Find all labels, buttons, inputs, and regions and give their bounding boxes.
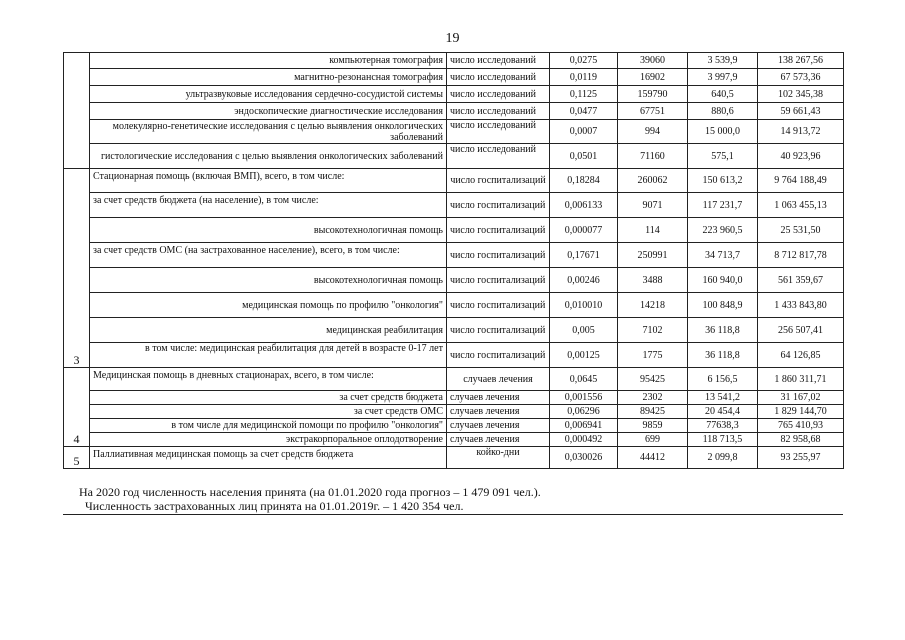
cost-cell: 3 539,9 [688, 53, 758, 69]
table-row [64, 268, 844, 293]
care-type-cell: за счет средств бюджета (на население), в том числе: [90, 193, 447, 218]
volume-cell: 7102 [618, 318, 688, 343]
care-type-cell: за счет средств ОМС [90, 405, 447, 419]
unit-cell: число исследований [447, 86, 550, 103]
cost-cell: 100 848,9 [688, 293, 758, 318]
care-type-cell: молекулярно-генетические исследования с целью выявления онкологических заболеваний [90, 120, 447, 144]
total-cell: 14 913,72 [758, 120, 844, 144]
volume-cell: 9859 [618, 419, 688, 433]
cost-cell: 2 099,8 [688, 447, 758, 469]
norm-cell: 0,18284 [550, 169, 618, 193]
total-cell: 561 359,67 [758, 268, 844, 293]
norm-cell: 0,030026 [550, 447, 618, 469]
population-note: На 2020 год численность населения принята (на 01.01.2020 года прогноз – 1 479 091 чел.). [79, 485, 541, 499]
table-row [64, 447, 844, 469]
care-type-cell: высокотехнологичная помощь [90, 218, 447, 243]
total-cell: 93 255,97 [758, 447, 844, 469]
care-type-cell: компьютерная томография [90, 53, 447, 69]
volume-cell: 44412 [618, 447, 688, 469]
cost-cell: 118 713,5 [688, 433, 758, 447]
cost-cell: 880,6 [688, 103, 758, 120]
cost-cell: 223 960,5 [688, 218, 758, 243]
table-row [64, 53, 844, 69]
cost-cell: 640,5 [688, 86, 758, 103]
cost-cell: 77638,3 [688, 419, 758, 433]
norm-cell: 0,001556 [550, 391, 618, 405]
care-type-cell: за счет средств бюджета [90, 391, 447, 405]
unit-cell: случаев лечения [447, 419, 550, 433]
table-row [64, 405, 844, 419]
volume-cell: 14218 [618, 293, 688, 318]
unit-cell: число госпитализаций [447, 193, 550, 218]
unit-cell: случаев лечения [447, 368, 550, 391]
cost-cell: 36 118,8 [688, 343, 758, 368]
norm-cell: 0,006133 [550, 193, 618, 218]
norm-cell: 0,006941 [550, 419, 618, 433]
row-number-cell: 5 [64, 447, 90, 469]
total-cell: 1 829 144,70 [758, 405, 844, 419]
norm-cell: 0,000492 [550, 433, 618, 447]
volume-cell: 95425 [618, 368, 688, 391]
normatives-table [63, 52, 844, 469]
cost-cell: 36 118,8 [688, 318, 758, 343]
volume-cell: 67751 [618, 103, 688, 120]
care-type-cell: гистологические исследования с целью выявления онкологических заболеваний [90, 144, 447, 169]
norm-cell: 0,06296 [550, 405, 618, 419]
cost-cell: 575,1 [688, 144, 758, 169]
volume-cell: 994 [618, 120, 688, 144]
care-type-cell: медицинская помощь по профилю "онкология" [90, 293, 447, 318]
table-row [64, 69, 844, 86]
total-cell: 102 345,38 [758, 86, 844, 103]
table-row [64, 391, 844, 405]
table-row [64, 144, 844, 169]
care-type-cell: за счет средств ОМС (на застрахованное население), всего, в том числе: [90, 243, 447, 268]
table-row [64, 419, 844, 433]
norm-cell: 0,1125 [550, 86, 618, 103]
unit-cell: число госпитализаций [447, 343, 550, 368]
care-type-cell: Медицинская помощь в дневных стационарах, всего, в том числе: [90, 368, 447, 391]
norm-cell: 0,00246 [550, 268, 618, 293]
volume-cell: 1775 [618, 343, 688, 368]
care-type-cell: Стационарная помощь (включая ВМП), всего, в том числе: [90, 169, 447, 193]
unit-cell: число госпитализаций [447, 293, 550, 318]
unit-cell: случаев лечения [447, 405, 550, 419]
care-type-cell: высокотехнологичная помощь [90, 268, 447, 293]
unit-cell: число госпитализаций [447, 268, 550, 293]
care-type-cell: Паллиативная медицинская помощь за счет средств бюджета [90, 447, 447, 469]
total-cell: 9 764 188,49 [758, 169, 844, 193]
norm-cell: 0,000077 [550, 218, 618, 243]
care-type-cell: медицинская реабилитация [90, 318, 447, 343]
care-type-cell: в том числе: медицинская реабилитация для детей в возрасте 0-17 лет [90, 343, 447, 368]
total-cell: 64 126,85 [758, 343, 844, 368]
cost-cell: 3 997,9 [688, 69, 758, 86]
unit-cell: число исследований [447, 103, 550, 120]
total-cell: 59 661,43 [758, 103, 844, 120]
unit-cell: число госпитализаций [447, 169, 550, 193]
care-type-cell: эндоскопические диагностические исследования [90, 103, 447, 120]
insured-note: Численность застрахованных лиц принята на 01.01.2019г. – 1 420 354 чел. [85, 499, 464, 513]
unit-cell: число госпитализаций [447, 218, 550, 243]
volume-cell: 89425 [618, 405, 688, 419]
unit-cell: число госпитализаций [447, 243, 550, 268]
total-cell: 82 958,68 [758, 433, 844, 447]
unit-cell: число исследований [447, 120, 550, 144]
total-cell: 1 860 311,71 [758, 368, 844, 391]
volume-cell: 250991 [618, 243, 688, 268]
total-cell: 138 267,56 [758, 53, 844, 69]
cost-cell: 160 940,0 [688, 268, 758, 293]
table-row [64, 318, 844, 343]
total-cell: 40 923,96 [758, 144, 844, 169]
care-type-cell: в том числе для медицинской помощи по профилю "онкология" [90, 419, 447, 433]
cost-cell: 13 541,2 [688, 391, 758, 405]
volume-cell: 3488 [618, 268, 688, 293]
norm-cell: 0,005 [550, 318, 618, 343]
volume-cell: 39060 [618, 53, 688, 69]
unit-cell: число исследований [447, 144, 550, 169]
table-row [64, 433, 844, 447]
norm-cell: 0,0275 [550, 53, 618, 69]
row-number-cell: 3 [64, 169, 90, 368]
volume-cell: 114 [618, 218, 688, 243]
total-cell: 31 167,02 [758, 391, 844, 405]
table-row [64, 120, 844, 144]
care-type-cell: экстракорпоральное оплодотворение [90, 433, 447, 447]
norm-cell: 0,0477 [550, 103, 618, 120]
norm-cell: 0,0007 [550, 120, 618, 144]
row-number-cell: 4 [64, 368, 90, 447]
volume-cell: 159790 [618, 86, 688, 103]
total-cell: 25 531,50 [758, 218, 844, 243]
norm-cell: 0,17671 [550, 243, 618, 268]
table-row [64, 368, 844, 391]
table-row [64, 243, 844, 268]
unit-cell: случаев лечения [447, 433, 550, 447]
unit-cell: койко-дни [447, 447, 550, 469]
total-cell: 8 712 817,78 [758, 243, 844, 268]
unit-cell: число исследований [447, 69, 550, 86]
table-row [64, 169, 844, 193]
cost-cell: 150 613,2 [688, 169, 758, 193]
cost-cell: 34 713,7 [688, 243, 758, 268]
table-row [64, 86, 844, 103]
total-cell: 1 433 843,80 [758, 293, 844, 318]
volume-cell: 699 [618, 433, 688, 447]
cost-cell: 15 000,0 [688, 120, 758, 144]
volume-cell: 16902 [618, 69, 688, 86]
care-type-cell: ультразвуковые исследования сердечно-сосудистой системы [90, 86, 447, 103]
total-cell: 765 410,93 [758, 419, 844, 433]
total-cell: 1 063 455,13 [758, 193, 844, 218]
unit-cell: случаев лечения [447, 391, 550, 405]
footnotes [63, 485, 843, 515]
volume-cell: 260062 [618, 169, 688, 193]
total-cell: 256 507,41 [758, 318, 844, 343]
norm-cell: 0,010010 [550, 293, 618, 318]
table-row [64, 103, 844, 120]
unit-cell: число исследований [447, 53, 550, 69]
volume-cell: 71160 [618, 144, 688, 169]
cost-cell: 6 156,5 [688, 368, 758, 391]
page-number: 19 [445, 31, 460, 46]
row-number-cell [64, 53, 90, 169]
table-row [64, 193, 844, 218]
table-row [64, 293, 844, 318]
norm-cell: 0,0119 [550, 69, 618, 86]
unit-cell: число госпитализаций [447, 318, 550, 343]
volume-cell: 9071 [618, 193, 688, 218]
volume-cell: 2302 [618, 391, 688, 405]
cost-cell: 117 231,7 [688, 193, 758, 218]
table-row [64, 218, 844, 243]
table-row [64, 343, 844, 368]
norm-cell: 0,0645 [550, 368, 618, 391]
norm-cell: 0,0501 [550, 144, 618, 169]
cost-cell: 20 454,4 [688, 405, 758, 419]
care-type-cell: магнитно-резонансная томография [90, 69, 447, 86]
total-cell: 67 573,36 [758, 69, 844, 86]
norm-cell: 0,00125 [550, 343, 618, 368]
